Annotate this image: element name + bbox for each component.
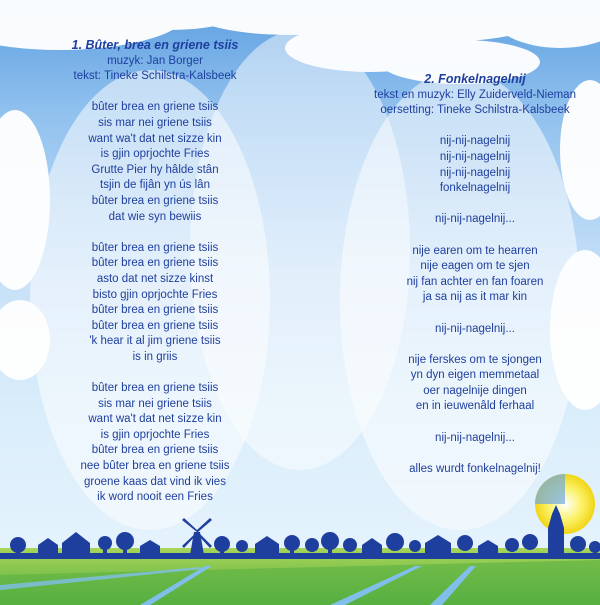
song-1-credit-lyrics: tekst: Tineke Schilstra-Kalsbeek [73, 70, 237, 83]
song-2-stanza-1 [340, 134, 600, 196]
lyric-line: nij-nij-nagelnij... [435, 431, 515, 444]
lyric-line: asto dat net sizze kinst [96, 272, 214, 285]
lyric-line: nij-nij-nagelnij [439, 150, 511, 163]
song-1-stanza-1 [20, 100, 290, 225]
lyric-line: 'k hear it al jim griene tsiis [89, 335, 221, 348]
lyric-line: bûter brea en griene tsiis [91, 304, 219, 317]
lyric-line: ik word nooit een Fries [97, 491, 213, 504]
song-2-credit-translation: oersetting: Tineke Schilstra-Kalsbeek [380, 104, 570, 117]
song-1-title: 1. Bûter, brea en griene tsiis [71, 38, 239, 52]
song-2-title: 2. Fonkelnagelnij [424, 72, 526, 86]
song-2-refrain-3 [340, 431, 600, 447]
song-2-final-line [340, 462, 600, 478]
lyric-line: is gjin oprjochte Fries [100, 428, 210, 441]
lyric-line: alles wurdt fonkelnagelnij! [409, 462, 541, 475]
lyric-line: en in ieuwenâld ferhaal [415, 400, 535, 413]
lyric-line: nij-nij-nagelnij... [435, 213, 515, 226]
song-2-stanza-3 [340, 353, 600, 415]
song-2-column [340, 72, 600, 477]
song-1-stanza-2 [20, 241, 290, 366]
lyric-line: bûter brea en griene tsiis [91, 382, 219, 395]
song-1-credit-music: muzyk: Jan Borger [107, 54, 203, 67]
lyric-line: oer nagelnije dingen [423, 384, 527, 397]
lyric-line: Grutte Pier hy hâlde stân [91, 163, 219, 176]
song-2-stanza-2 [340, 244, 600, 306]
lyric-line: bûter brea en griene tsiis [91, 194, 219, 207]
lyric-line: nij-nij-nagelnij [439, 166, 511, 179]
lyric-line: nij-nij-nagelnij [439, 135, 511, 148]
lyric-line: yn dyn eigen memmetaal [410, 369, 540, 382]
song-2-refrain-1 [340, 212, 600, 228]
lyric-line: is in griis [132, 350, 178, 363]
lyric-line: nij-nij-nagelnij... [435, 322, 515, 335]
lyric-line: nij fan achter en fan foaren [406, 275, 544, 288]
lyric-line: dat wie syn bewiis [108, 210, 202, 223]
lyric-line: bûter brea en griene tsiis [91, 319, 219, 332]
lyric-line: ja sa nij as it mar kin [422, 291, 528, 304]
song-1-stanza-3 [20, 381, 290, 506]
lyric-line: groene kaas dat vind ik vies [84, 475, 226, 488]
lyric-line: want wa't dat net sizze kin [88, 413, 222, 426]
lyric-line: nije earen om te hearren [412, 244, 538, 257]
lyric-line: tsjin de fijân yn ús lân [100, 179, 210, 192]
lyric-line: nee bûter brea en griene tsiis [80, 460, 230, 473]
lyric-line: bûter brea en griene tsiis [91, 101, 219, 114]
lyric-line: nije ferskes om te sjongen [408, 353, 542, 366]
lyric-line: bûter brea en griene tsiis [91, 257, 219, 270]
lyric-line: bisto gjin oprjochte Fries [92, 288, 218, 301]
lyric-line: bûter brea en griene tsiis [91, 241, 219, 254]
lyric-line: is gjin oprjochte Fries [100, 148, 210, 161]
song-2-credit-music: tekst en muzyk: Elly Zuiderveld-Nieman [374, 88, 576, 101]
lyric-line: sis mar nei griene tsiis [98, 397, 212, 410]
lyric-line: sis mar nei griene tsiis [98, 116, 212, 129]
lyric-line: want wa't dat net sizze kin [88, 132, 222, 145]
lyric-line: fonkelnagelnij [439, 182, 511, 195]
song-1-column [20, 38, 290, 506]
song-2-refrain-2 [340, 322, 600, 338]
lyric-line: bûter brea en griene tsiis [91, 444, 219, 457]
lyric-line: nije eagen om te sjen [420, 260, 530, 273]
